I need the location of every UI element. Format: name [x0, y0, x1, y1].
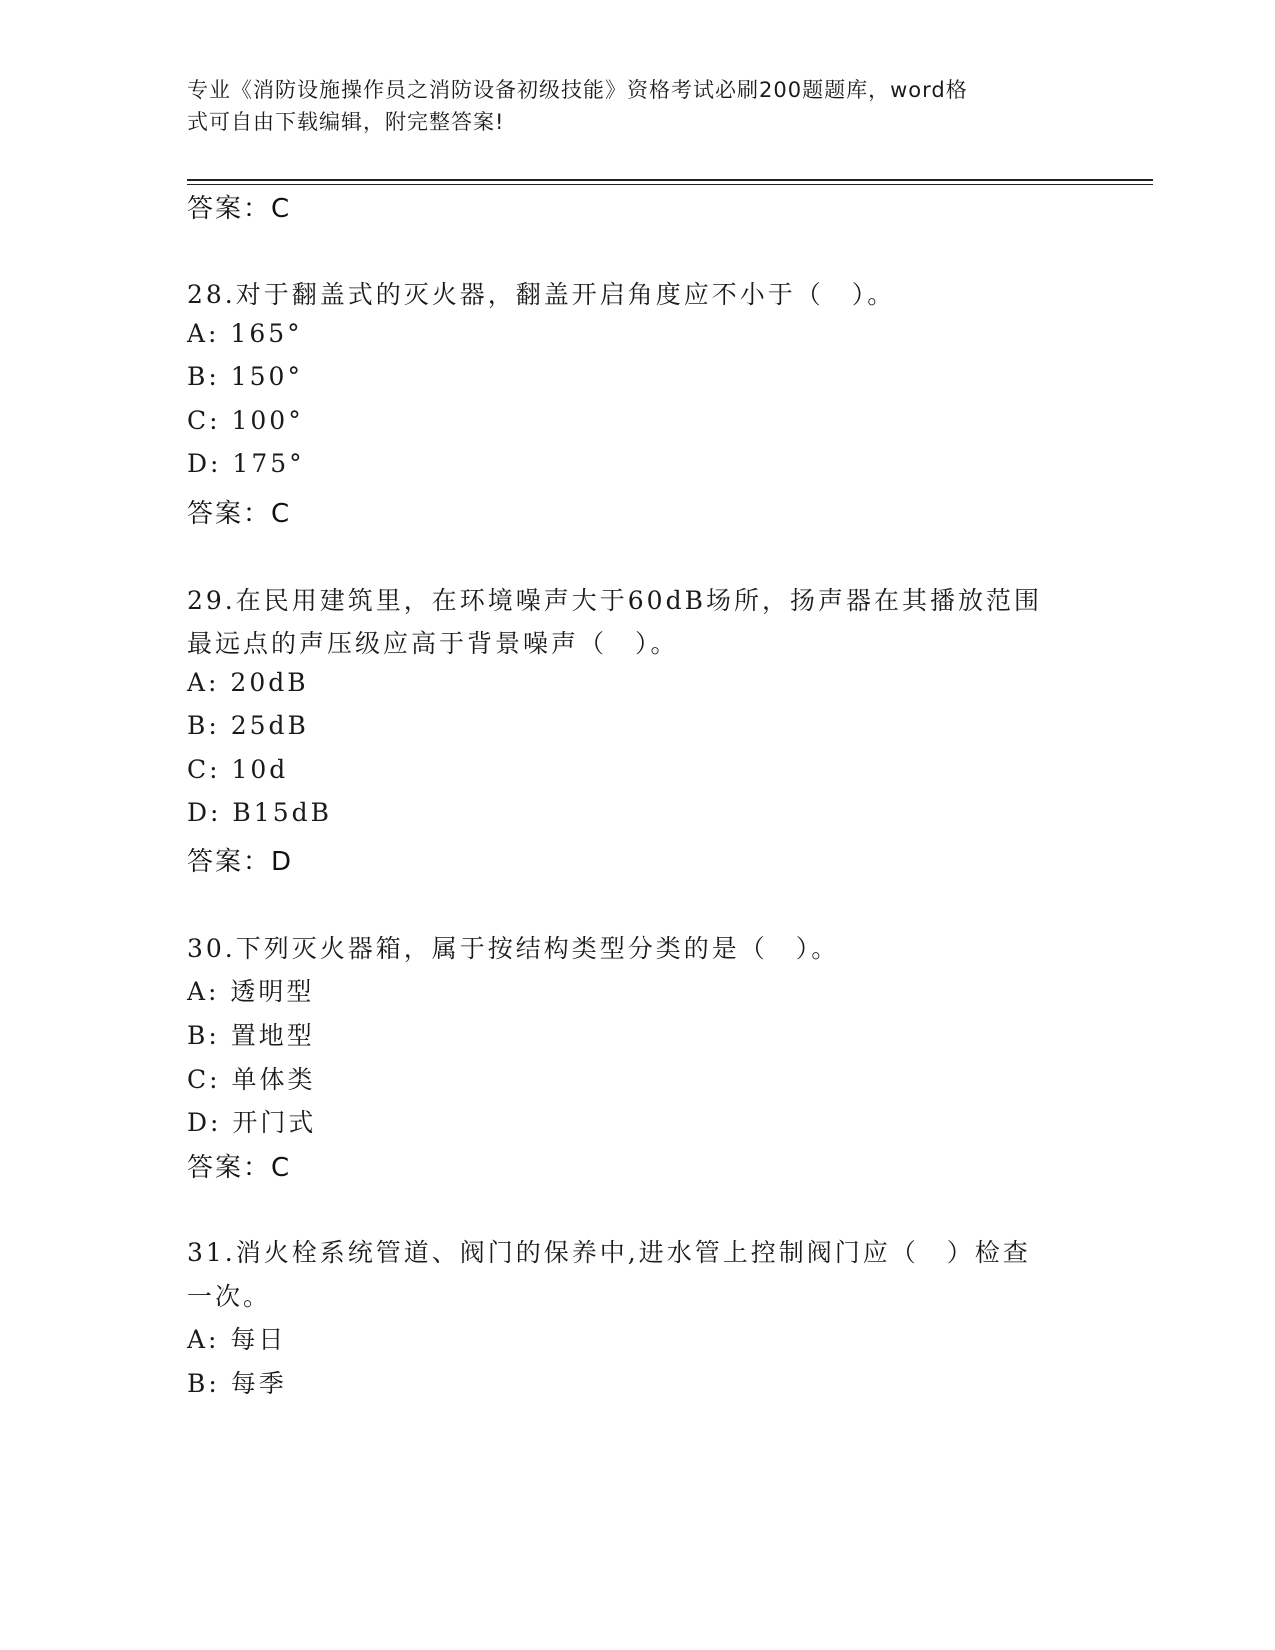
header-rule-thick: [187, 179, 1153, 181]
header-line-1: 专业《消防设施操作员之消防设备初级技能》资格考试必刷200题题库，word格: [187, 78, 968, 102]
question-30-answer: 答案：C: [187, 1153, 292, 1183]
question-31-stem-line-2: 一次。: [187, 1282, 272, 1311]
header-line-2: 式可自由下载编辑，附完整答案!: [187, 110, 505, 134]
question-31-option-a: A: 每日: [187, 1325, 287, 1354]
question-28-stem: 28.对于翻盖式的灭火器，翻盖开启角度应不小于（ ）。: [187, 280, 896, 309]
question-29-answer: 答案：D: [187, 847, 294, 877]
question-28-answer: 答案：C: [187, 499, 292, 529]
question-28-option-d: D: 175°: [187, 449, 305, 478]
header-rule-thin: [187, 184, 1153, 185]
answer-27: 答案：C: [187, 194, 292, 224]
question-29-option-d: D: B15dB: [187, 798, 332, 827]
question-30-stem: 30.下列灭火器箱，属于按结构类型分类的是（ ）。: [187, 934, 840, 963]
question-29-option-a: A: 20dB: [187, 668, 309, 697]
question-31-option-b: B: 每季: [187, 1369, 287, 1398]
question-29-option-c: C: 10d: [187, 755, 289, 784]
question-29-option-b: B: 25dB: [187, 711, 309, 740]
question-28-option-b: B: 150°: [187, 362, 303, 391]
question-28-option-c: C: 100°: [187, 406, 304, 435]
question-29-stem-line-2: 最远点的声压级应高于背景噪声（ ）。: [187, 629, 679, 658]
question-30-option-a: A: 透明型: [187, 977, 315, 1006]
question-30-option-b: B: 置地型: [187, 1021, 315, 1050]
question-28-option-a: A: 165°: [187, 319, 303, 348]
question-30-option-c: C: 单体类: [187, 1065, 316, 1094]
question-29-stem-line-1: 29.在民用建筑里，在环境噪声大于60dB场所，扬声器在其播放范围: [187, 586, 1042, 615]
question-30-option-d: D: 开门式: [187, 1108, 317, 1137]
document-header: [187, 74, 1067, 138]
question-31-stem-line-1: 31.消火栓系统管道、阀门的保养中,进水管上控制阀门应（ ）检查: [187, 1238, 1031, 1267]
